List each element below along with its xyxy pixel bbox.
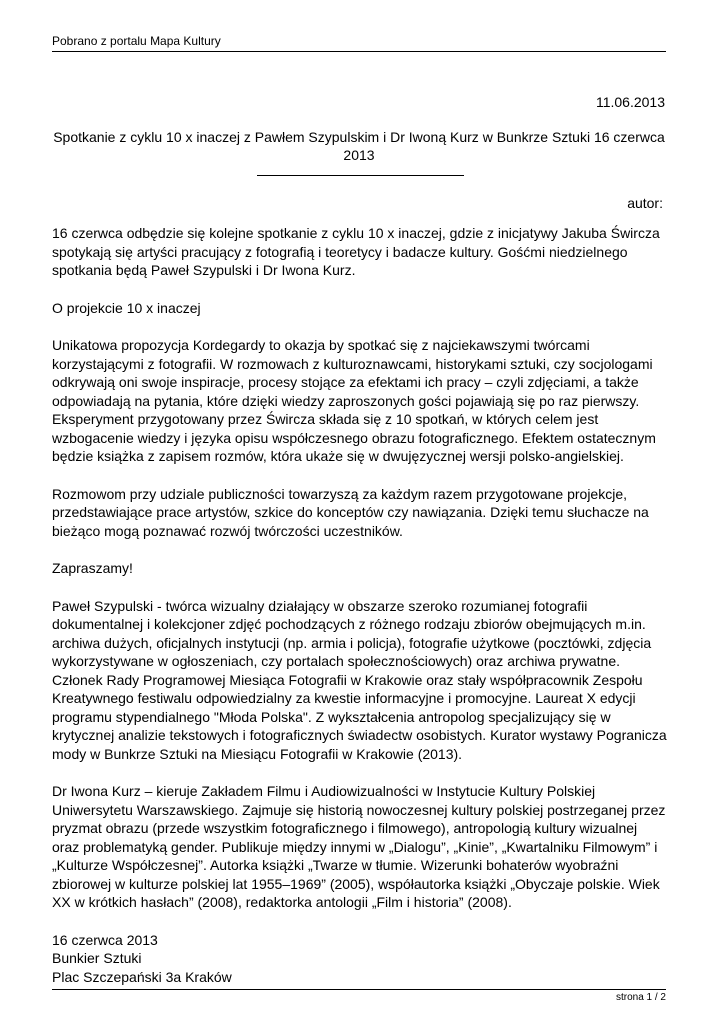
author-label: autor: xyxy=(627,195,663,211)
paragraph-projections: Rozmowom przy udziale publiczności towarzyszą za każdym razem przygotowane projekcje, przedstawiające prace artystów, szkice do konceptów czy nawiązania. Dzięki temu słuchacze na bieżąco mogą poznawać rozwój twórczości uczestników. xyxy=(52,485,649,539)
paragraph-project-description: Unikatowa propozycja Kordegardy to okazja by spotkać się z najciekawszymi twórcami korzystającymi z fotografii. W rozmowach z kulturoznawcami, historykami sztuki, czy socjologami odkrywają oni swoje inspiracje, procesy stojące za efektami ich pracy – czyli zdjęciami, a także odpowiadają na pytania, które dzięki wiedzy zaproszonych gości pojawiają się po raz pierwszy. Eksperyment przygotowany przez Śwircza składa się z 10 spotkań, w których celem jest wzbogacenie wiedzy i języka opisu współczesnego obrazu fotograficznego. Efektem ostatecznym będzie książka z zapisem rozmów, która ukaże się w dwujęzycznej wersji polsko-angielskiej. xyxy=(52,337,656,464)
page-footer xyxy=(52,989,666,1004)
page-header xyxy=(52,33,666,52)
paragraph-bio-kurz: Dr Iwona Kurz – kieruje Zakładem Filmu i Audiowizualności w Instytucie Kultury Polskiej Uniwersytetu Warszawskiego. Zajmuje się historią nowoczesnej kultury polskiej postrzeganej przez pryzmat obrazu (przede wszystkim fotograficznego i filmowego), antropologią kultury wizualnej oraz problematyką gender. Publikuje między innymi w „Dialogu”, „Kinie”, „Kwartalniku Filmowym” i „Kulturze Współczesnej”. Autorka książki „Twarze w tłumie. Wizerunki bohaterów wyobraźni zbiorowej w kulturze polskiej lat 1955–1969” (2005), współautorka książki „Obyczaje polskie. Wiek XX w krótkich hasłach” (2008), redaktorka antologii „Film i historia” (2008). xyxy=(52,783,666,910)
publication-date: 11.06.2013 xyxy=(595,94,665,110)
title-divider xyxy=(257,175,464,176)
event-address xyxy=(52,931,668,987)
address-street: Plac Szczepański 3a Kraków xyxy=(52,968,232,985)
paragraph-intro: 16 czerwca odbędzie się kolejne spotkanie z cyklu 10 x inaczej, gdzie z inicjatywy Jakuba Śwircza spotykają się artyści pracujący z fotografią i teoretycy i badacze kultury. Gośćmi niedzielnego spotkania będą Paweł Szypulski i Dr Iwona Kurz. xyxy=(52,225,660,278)
page-title: Spotkanie z cyklu 10 x inaczej z Pawłem Szypulskim i Dr Iwoną Kurz w Bunkrze Sztuki 16 czerwca 2013 xyxy=(53,129,665,163)
source-label: Pobrano z portalu Mapa Kultury xyxy=(52,34,221,48)
address-venue: Bunkier Sztuki xyxy=(52,950,142,966)
paragraph-invitation: Zapraszamy! xyxy=(52,560,133,576)
paragraph-project-heading: O projekcie 10 x inaczej xyxy=(52,299,201,316)
paragraph-bio-szypulski: Paweł Szypulski - twórca wizualny działający w obszarze szeroko rozumianej fotografii dokumentalnej i kolekcjoner zdjęć pochodzących z różnego rodzaju zbiorów obejmujących m.in. archiwa dużych, oficjalnych instytucji (np. armia i policja), fotografie użytkowe (pocztówki, zdjęcia wykorzystywane w ogłoszeniach, czy portalach społecznościowych) oraz archiwa prywatne. Członek Rady Programowej Miesiąca Fotografii w Krakowie oraz stały współpracownik Zespołu Kreatywnego festiwalu odpowiedzialny za kwestie informacyjne i promocyjne. Laureat X edycji programu stypendialnego "Młoda Polska". Z wykształcenia antropolog specjalizujący się w krytycznej analizie tekstowych i fotograficznych świadectw osobistych. Kurator wystawy Pogranicza mody w Bunkrze Sztuki na Miesiącu Fotografii w Krakowie (2013). xyxy=(52,597,667,762)
article-body xyxy=(52,224,668,986)
address-date: 16 czerwca 2013 xyxy=(52,931,158,948)
page-number: strona 1 / 2 xyxy=(615,992,666,1003)
